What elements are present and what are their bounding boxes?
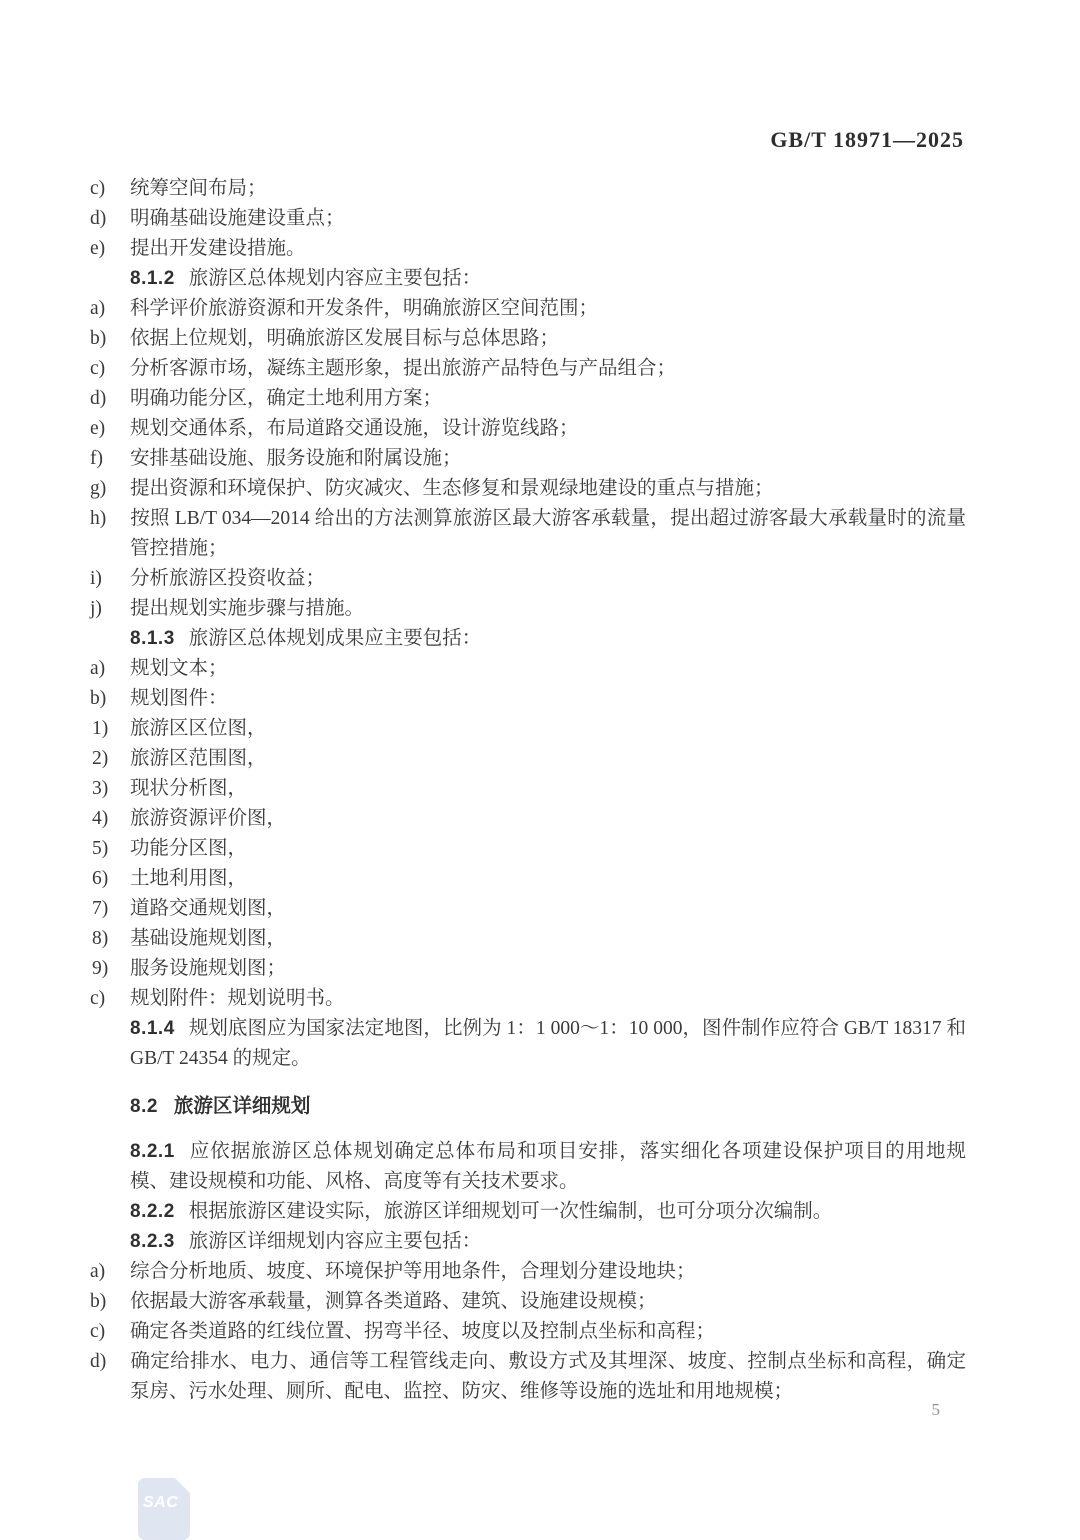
numbered-list-item: [92, 864, 966, 894]
numbered-list-item: [92, 894, 966, 924]
item-text: 旅游区详细规划内容应主要包括：: [188, 1231, 482, 1252]
letter-list-item: [90, 414, 966, 444]
numbered-list-item: [92, 834, 966, 864]
letter-list-item: [90, 234, 966, 264]
numbered-list-item: [92, 804, 966, 834]
letter-list-item: [90, 294, 966, 324]
letter-list-item: [90, 174, 966, 204]
item-text: 统筹空间布局；: [130, 178, 267, 199]
letter-list-item: [90, 444, 966, 474]
item-text: 提出规划实施步骤与措施。: [130, 598, 365, 619]
item-label: g): [90, 478, 107, 499]
letter-list-item: [90, 1317, 966, 1347]
item-text: 旅游资源评价图，: [130, 808, 287, 829]
document-body: [90, 174, 966, 1407]
numbered-list-item: [92, 774, 966, 804]
sac-logo: [138, 1478, 190, 1540]
item-text: 根据旅游区建设实际，旅游区详细规划可一次性编制，也可分项分次编制。: [188, 1201, 833, 1222]
clause-paragraph: [130, 624, 966, 654]
item-label: 1): [92, 718, 109, 739]
item-label: b): [90, 688, 107, 709]
letter-list-item: [90, 324, 966, 354]
item-label: a): [90, 658, 106, 679]
standard-number-header: GB/T 18971—2025: [770, 127, 964, 152]
item-label: 8.1.2: [130, 268, 175, 289]
item-text: 科学评价旅游资源和开发条件，明确旅游区空间范围；: [130, 298, 599, 319]
letter-list-item: [90, 684, 966, 714]
item-label: d): [90, 388, 107, 409]
item-text: 应依据旅游区总体规划确定总体布局和项目安排，落实细化各项建设保护项目的用地规模、建设规模和功能、风格、高度等有关技术要求。: [130, 1141, 966, 1192]
item-label: 4): [92, 808, 109, 829]
item-text: 旅游区范围图，: [130, 748, 267, 769]
item-text: 规划图件：: [130, 688, 228, 709]
letter-list-item: [90, 1347, 966, 1407]
numbered-list-item: [92, 954, 966, 984]
item-text: 现状分析图，: [130, 778, 248, 799]
page-number: 5: [931, 1400, 940, 1419]
item-label: 8.1.3: [130, 628, 175, 649]
item-label: h): [90, 508, 107, 529]
item-label: 8.2.2: [130, 1201, 175, 1222]
letter-list-item: [90, 204, 966, 234]
item-label: c): [90, 988, 106, 1009]
item-label: j): [90, 598, 102, 619]
item-label: 5): [92, 838, 109, 859]
clause-paragraph: [130, 264, 966, 294]
numbered-list-item: [92, 714, 966, 744]
letter-list-item: [90, 654, 966, 684]
item-label: d): [90, 1351, 107, 1372]
item-text: 规划附件：规划说明书。: [130, 988, 345, 1009]
item-label: 6): [92, 868, 109, 889]
item-text: 依据最大游客承载量，测算各类道路、建筑、设施建设规模；: [130, 1291, 657, 1312]
letter-list-item: [90, 384, 966, 414]
item-text: 旅游区详细规划: [173, 1095, 311, 1117]
item-text: 功能分区图，: [130, 838, 248, 859]
item-label: c): [90, 358, 106, 379]
clause-paragraph: [130, 1137, 966, 1197]
clause-paragraph: [130, 1227, 966, 1257]
item-text: 提出开发建设措施。: [130, 238, 306, 259]
item-label: a): [90, 1261, 106, 1282]
item-text: 规划文本；: [130, 658, 228, 679]
item-label: e): [90, 238, 106, 259]
item-text: 提出资源和环境保护、防灾减灾、生态修复和景观绿地建设的重点与措施；: [130, 478, 774, 499]
letter-list-item: [90, 354, 966, 384]
item-text: 基础设施规划图，: [130, 928, 287, 949]
letter-list-item: [90, 1257, 966, 1287]
item-label: d): [90, 208, 107, 229]
letter-list-item: [90, 594, 966, 624]
item-label: 8.2.1: [130, 1141, 175, 1162]
item-text: 依据上位规划，明确旅游区发展目标与总体思路；: [130, 328, 560, 349]
item-text: 确定给排水、电力、通信等工程管线走向、敷设方式及其埋深、坡度、控制点坐标和高程，确定泵房、污水处理、厕所、配电、监控、防灾、维修等设施的选址和用地规模；: [130, 1351, 966, 1402]
section-heading: [130, 1091, 966, 1122]
item-label: f): [90, 448, 103, 469]
item-text: 分析旅游区投资收益；: [130, 568, 326, 589]
item-label: c): [90, 1321, 106, 1342]
item-text: 规划交通体系，布局道路交通设施，设计游览线路；: [130, 418, 579, 439]
item-text: 旅游区总体规划成果应主要包括：: [188, 628, 482, 649]
letter-list-item: [90, 1287, 966, 1317]
item-label: 2): [92, 748, 109, 769]
item-text: 旅游区总体规划内容应主要包括：: [188, 268, 482, 289]
item-label: 3): [92, 778, 109, 799]
item-text: 明确功能分区，确定土地利用方案；: [130, 388, 443, 409]
sac-logo-text: SAC: [143, 1494, 179, 1511]
item-label: c): [90, 178, 106, 199]
item-label: 9): [92, 958, 109, 979]
item-text: 规划底图应为国家法定地图，比例为 1：1 000～1：10 000，图件制作应符合 GB/T 18317 和 GB/T 24354 的规定。: [130, 1018, 966, 1069]
item-label: a): [90, 298, 106, 319]
letter-list-item: [90, 504, 966, 564]
logo-fold-icon: [175, 1478, 190, 1493]
numbered-list-item: [92, 924, 966, 954]
item-label: 8.2.3: [130, 1231, 175, 1252]
item-text: 服务设施规划图；: [130, 958, 287, 979]
item-label: b): [90, 1291, 107, 1312]
letter-list-item: [90, 564, 966, 594]
item-label: 8.2: [130, 1096, 158, 1117]
item-text: 综合分析地质、坡度、环境保护等用地条件，合理划分建设地块；: [130, 1261, 696, 1282]
item-text: 土地利用图，: [130, 868, 248, 889]
item-text: 分析客源市场，凝练主题形象，提出旅游产品特色与产品组合；: [130, 358, 677, 379]
item-label: e): [90, 418, 106, 439]
letter-list-item: [90, 984, 966, 1014]
clause-paragraph: [130, 1014, 966, 1074]
item-label: b): [90, 328, 107, 349]
item-label: 8): [92, 928, 109, 949]
item-label: i): [90, 568, 102, 589]
item-text: 明确基础设施建设重点；: [130, 208, 345, 229]
item-label: 7): [92, 898, 109, 919]
item-text: 确定各类道路的红线位置、拐弯半径、坡度以及控制点坐标和高程；: [130, 1321, 716, 1342]
item-text: 道路交通规划图，: [130, 898, 287, 919]
item-text: 安排基础设施、服务设施和附属设施；: [130, 448, 462, 469]
letter-list-item: [90, 474, 966, 504]
clause-paragraph: [130, 1197, 966, 1227]
item-text: 按照 LB/T 034—2014 给出的方法测算旅游区最大游客承载量，提出超过游客最大承载量时的流量管控措施；: [130, 508, 966, 559]
numbered-list-item: [92, 744, 966, 774]
item-text: 旅游区区位图，: [130, 718, 267, 739]
item-label: 8.1.4: [130, 1018, 175, 1039]
